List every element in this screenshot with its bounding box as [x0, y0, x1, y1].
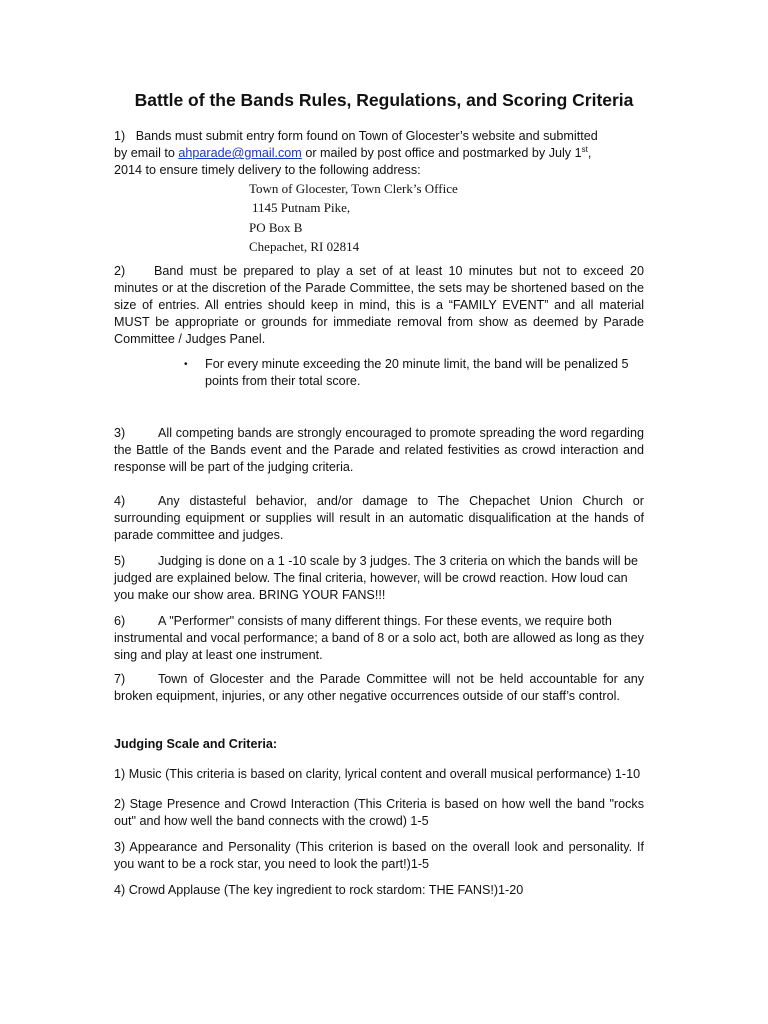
rule-3: 3) All competing bands are strongly encouraged to promote spreading the word regarding the Battle of the Bands event and the Parade and related festivities as crowd interaction and response will be part of the judging criteria.	[114, 426, 644, 474]
rule-5: 5) Judging is done on a 1 -10 scale by 3 judges. The 3 criteria on which the bands will be judged are explained below. The final criteria, however, will be crowd reaction. How loud can you make our show area. BRING YOUR FANS!!!	[114, 554, 639, 602]
judging-heading: Judging Scale and Criteria:	[114, 737, 278, 751]
criteria-item: 4) Crowd Applause (The key ingredient to rock stardom: THE FANS!)1-20	[114, 883, 524, 897]
address-line: PO Box B	[249, 219, 303, 235]
rule-1-line-1: 1) Bands must submit entry form found on Town of Glocester’s website and submitted	[114, 129, 598, 143]
page-title: Battle of the Bands Rules, Regulations, and Scoring Criteria	[134, 90, 634, 110]
criteria-item: 1) Music (This criteria is based on clarity, lyrical content and overall musical performance) 1-10	[114, 767, 641, 781]
rule-7: 7) Town of Glocester and the Parade Committee will not be held accountable for any broken equipment, injuries, or any other negative occurrences outside of our staff’s control.	[114, 672, 644, 703]
address-line: 1145 Putnam Pike,	[252, 200, 351, 216]
rule-7-number: 7)	[114, 672, 126, 686]
rule-1-number: 1)	[114, 129, 126, 143]
rule-1-line-3: 2014 to ensure timely delivery to the following address:	[114, 163, 421, 177]
criteria-item: 2) Stage Presence and Crowd Interaction (This Criteria is based on how well the band "rocks out" and how well the band connects with the crowd) 1-5	[114, 797, 644, 828]
bullet-icon: •	[184, 359, 188, 370]
rule-2-number: 2)	[114, 264, 126, 278]
mailing-address	[249, 179, 589, 256]
rule-4: 4) Any distasteful behavior, and/or damage to The Chepachet Union Church or surrounding equipment or supplies will result in an automatic disqualification at the hands of parade committee and judges.	[114, 494, 644, 542]
rule-2-bullet: • For every minute exceeding the 20 minute limit, the band will be penalized 5 points from their total score.	[184, 357, 629, 388]
address-line: Town of Glocester, Town Clerk’s Office	[249, 181, 458, 196]
criteria-item: 3) Appearance and Personality (This criterion is based on the overall look and personality. If you want to be a rock star, you need to look the part!)1-5	[114, 840, 644, 871]
rule-1-line-2: by email to ahparade@gmail.com or mailed by post office and postmarked by July 1st,	[114, 144, 592, 160]
rule-1	[114, 128, 644, 179]
rule-6: 6) A "Performer" consists of many different things. For these events, we require both instrumental and vocal performance; a band of 8 or a solo act, both are allowed as long as they sing and play at least one instrument.	[114, 614, 644, 662]
rule-3-number: 3)	[114, 426, 126, 440]
rule-6-number: 6)	[114, 614, 126, 628]
address-line: Chepachet, RI 02814	[249, 238, 360, 254]
email-link[interactable]: ahparade@gmail.com	[178, 146, 302, 160]
rule-5-number: 5)	[114, 554, 126, 568]
rule-4-number: 4)	[114, 494, 126, 508]
rule-2: 2) Band must be prepared to play a set of at least 10 minutes but not to exceed 20 minutes or at the discretion of the Parade Committee, the sets may be shortened based on the size of entries. All entries should keep in mind, this is a “FAMILY EVENT” and all material MUST be appropriate or grounds for immediate removal from show as deemed by Parade Committee / Judges Panel.	[114, 264, 644, 346]
